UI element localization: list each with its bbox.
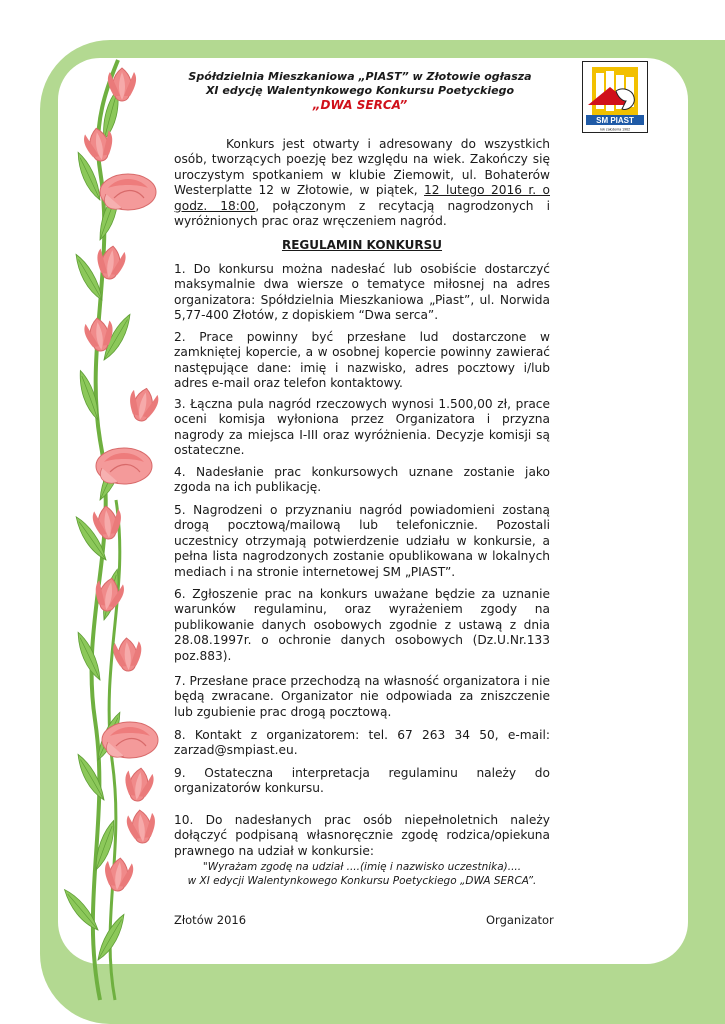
rule-8: 8. Kontakt z organizatorem: tel. 67 263 34 50, e-mail: zarzad@smpiast.eu. [174, 728, 550, 758]
rule-7: 7. Przesłane prace przechodzą na własność organizatora i nie będą zwracane. Organizator nie odpowiada za zniszczenie lub zgubienie prac drogą pocztową. [174, 674, 550, 719]
logo-tagline: rok założenia 1962 [599, 127, 631, 132]
footer-place-date: Złotów 2016 [174, 913, 247, 927]
rule-2: 2. Prace powinny być przesłane lud dostarczone w zamkniętej kopercie, a w osobnej kopercie powinny zawierać następujące dane: imię i nazwisko, adres pocztowy i/lub adres e-mail oraz telefon kontaktowy. [174, 330, 550, 391]
rule-1: 1. Do konkursu można nadesłać lub osobiście dostarczyć maksymalnie dwa wiersze o tematyce miłosnej na adres organizatora: Spółdzielnia Mieszkaniowa „Piast”, ul. Norwida 5,77-400 Złotów, z dopiskiem “Dwa serca”. [174, 262, 550, 323]
header-line-1: Spółdzielnia Mieszkaniowa „PIAST” w Złotowie ogłasza [188, 70, 532, 83]
rule-6: 6. Zgłoszenie prac na konkurs uważane będzie za uznanie warunków regulaminu, oraz wyrażeniem zgody na publikowanie danych osobowych zgodnie z ustawą z dnia 28.08.1997r. o ochronie danych osobowych (Dz.U.Nr.133 poz.883). [174, 587, 550, 663]
intro-text-2: , połączonym z recytacją nagrodzonych i wyróżnionych prac oraz wręczeniem nagród. [174, 198, 550, 229]
rule-3: 3. Łączna pula nagród rzeczowych wynosi 1.500,00 zł, prace oceni komisja wyłoniona przez Organizatora i przyzna nagrody za miejsca I-III oraz wyróżnienia. Decyzje komisji są ostateczne. [174, 397, 550, 458]
footer-signature: Organizator [486, 913, 554, 927]
event-date: 12 lutego 2016 r. o godz. 18:00 [174, 183, 550, 213]
rule-5: 5. Nagrodzeni o przyznaniu nagród powiadomieni zostaną drogą pocztową/mailową lub telefonicznie. Pozostali uczestnicy otrzymają potwierdzenie udziału w konkursie, a pełna lista nagrodzonych zostanie opublikowana w lokalnych mediach i na stronie internetowej SM „PIAST”. [174, 503, 550, 579]
rule-9: 9. Ostateczna interpretacja regulaminu należy do organizatorów konkursu. [174, 766, 550, 796]
regulamin-heading: REGULAMIN KONKURSU [281, 238, 443, 252]
intro-text-1: Konkurs jest otwarty i adresowany do wszystkich osób, tworzących poezję bez względu na wiek. Zakończy się uroczystym spotkaniem w klubie Ziemowit, ul. Bohaterów Westerplatte 12 w Złotowie, w piątek, [174, 137, 550, 198]
consent-quote-line-1: "Wyrażam zgodę na udział ....(imię i nazwisko uczestnika).... [202, 861, 522, 873]
rule-4: 4. Nadesłanie prac konkursowych uznane zostanie jako zgoda na ich publikację. [174, 465, 550, 495]
header-line-2: XI edycję Walentynkowego Konkursu Poetyckiego [205, 84, 515, 97]
intro-paragraph [174, 137, 550, 229]
rule-10: 10. Do nadesłanych prac osób niepełnoletnich należy dołączyć podpisaną własnoręcznie zgodę rodzica/opiekuna prawnego na udział w konkursie: [174, 813, 550, 858]
header-title: „DWA SERCA” [312, 98, 408, 112]
consent-quote-line-2: w XI edycji Walentynkowego Konkursu Poetyckiego „DWA SERCA”. [187, 875, 537, 887]
sm-piast-logo [582, 61, 648, 133]
tulip-vine-decoration [0, 0, 200, 1024]
logo-label: SM PIAST [596, 116, 634, 125]
